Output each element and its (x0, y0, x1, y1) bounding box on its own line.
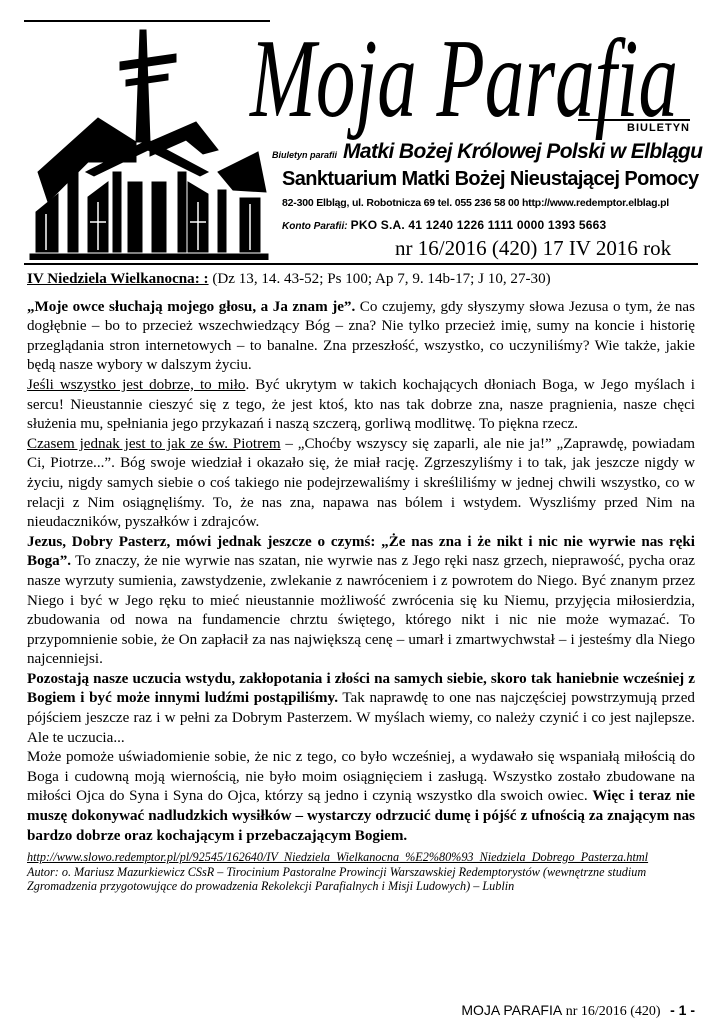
paragraph-6: Może pomoże uświadomienie sobie, że nic z tego, co było wcześniej, a wydawało się wspaniałą miłością do Boga i cudowną moją wiernością, nie było moim osiągnięciem i zasługą. Wszystko zostało zbudowane na miłości Ojca do Syna i Syna do Ojca, którzy są jedno i czynią wszystko dla swoich owiec. Więc i teraz nie muszę dokonywać nadludzkich wysiłków – wystarczy odrzucić dumę i pójść z ufnością za znającym nas bardzo dobrze oraz kochającym i przebaczającym Bogiem. (27, 749, 695, 844)
article (27, 270, 695, 894)
paragraph-1: „Moje owce słuchają mojego głosu, a Ja znam je”. Co czujemy, gdy słyszymy słowa Jezusa o tym, że nas dogłębnie – bo to przecież wszechwiedzący Bóg – zna? Nie tylko przecież imię, sumy na koncie i historię przeglądania stron internetowych – to banalne. Zna przeszłość, wszystko, co uczyniliśmy? Wie także, jakie będą nasze wybory w dalszym życiu. (27, 298, 695, 374)
paragraph-2: Jeśli wszystko jest dobrze, to miło. Być ukrytym w takich kochających dłoniach Boga, w Jego myślach i sercu! Nieustannie cieszyć się z tego, że jest ktoś, kto nas tak dobrze zna, nasze pragnienia, nasze chęci służenia mu, spełniania jego przykazań i naszą szczerą, gorliwą modlitwę. To piękna rzecz. (27, 376, 695, 433)
sanctuary-name: Sanktuarium Matki Bożej Nieustającej Pomocy (282, 168, 699, 190)
church-logo-illustration (28, 22, 270, 260)
parish-name: Biuletyn parafii Matki Bożej Królowej Polski w Elblągu (272, 140, 703, 163)
paragraph-3: Czasem jednak jest to jak ze św. Piotrem – „Choćby wszyscy się zaparli, ale nie ja!” „Zaprawdę, powiadam Ci, Piotrze...”. Bóg swoje wiedział i okazało się, że miał rację. Zgrzeszyliśmy i to tak, jak jeszcze nigdy w życiu, nigdy samych siebie o coś takiego nie podejrzewaliśmy i skreśliliśmy w jednej chwili wszystko, co w relacji z Nim osiągnęliśmy. To, że nas zna, napawa nas bólem i wstydem. Wyszliśmy przed Nim na nieudaczników, pyszałków i zdrajców. (27, 435, 696, 531)
source-link[interactable]: http://www.slowo.redemptor.pl/pl/92545/162640/IV_Niedziela_Wielkanocna_%E2%80%93_Niedziela_Dobrego_Pasterza.html (27, 850, 649, 865)
author-note: Autor: o. Mariusz Mazurkiewicz CSsR – Tirocinium Pastoralne Prowincji Warszawskiej Redemptorystów (wewnętrzne studium Zgromadzenia przygotowujące do prowadzenia Rekolekcji Parafialnych i Misji Ludowych) – Lublin (27, 864, 647, 894)
paragraph-5: Pozostają nasze uczucia wstydu, zakłopotania i złości na samych siebie, skoro tak haniebnie wcześniej z Bogiem i być może innymi ludźmi postąpiliśmy. Tak naprawdę to one nas najczęściej powstrzymują przed pójściem jeszcze raz i w pełni za Dobrym Pasterzem. W myślach wiemy, co należy czynić i co jest najlepsze. Ale te uczucia... (27, 670, 695, 746)
paragraph-4: Jezus, Dobry Pasterz, mówi jednak jeszcze o czymś: „Że nas zna i że nikt i nic nie wyrwie nas ręki Boga”. To znaczy, że nie wyrwie nas szatan, nie wyrwie nas z Jego ręki nasz grzech, nieprawość, pycha oraz nasze wyrzuty sumienia, zawstydzenie, zwlekanie z nawróceniem i z powrotem do Niego. Być znanym przez Niego i być w Jego ręku to mieć nieustannie możliwość zwrócenia się ku Niemu, przyjęcia miłosierdzia, zbudowania od nowa na fundamencie chrztu świętego, którego nikt i nic nie może wymazać. To przypomnienie sobie, że On zapłacił za nas największą cenę – umarł i zmartwychwstał – i jesteśmy dla Niego najcenniejsi. (27, 533, 695, 668)
header-rule (24, 263, 698, 265)
issue-info: nr 16/2016 (420) 17 IV 2016 rok (395, 236, 672, 260)
parish-address: 82-300 Elbląg, ul. Robotnicza 69 tel. 055 236 58 00 http://www.redemptor.elblag.pl (282, 197, 669, 209)
sunday-heading: IV Niedziela Wielkanocna: : (Dz 13, 14. 43-52; Ps 100; Ap 7, 9. 14b-17; J 10, 27-30) (27, 271, 551, 287)
page-footer: MOJA PARAFIA nr 16/2016 (420) - 1 - (461, 1002, 695, 1019)
bulletin-tag: BIULETYN (578, 119, 690, 134)
parish-account: Konto Parafii: PKO S.A. 41 1240 1226 1111 0000 1393 5663 (282, 218, 607, 232)
svg-text:Moja Parafia: Moja Parafia (248, 17, 678, 141)
page-number: - 1 - (670, 1002, 695, 1018)
